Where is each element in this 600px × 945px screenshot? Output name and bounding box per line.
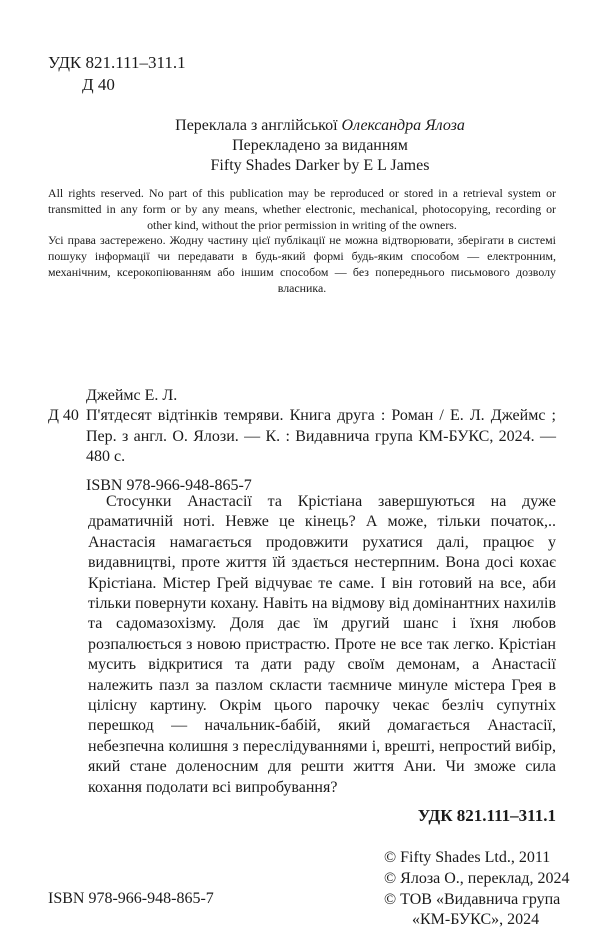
catalog-isbn: ISBN 978-966-948-865-7 <box>86 476 252 494</box>
translated-prefix: Переклала з англійської <box>175 117 338 134</box>
rights-notice <box>48 186 556 297</box>
rights-ukrainian: Усі права застережено. Жодну частину цієї публікації не можна відтворювати, зберігати в системі пошуку інформації чи передавати в будь-який формі будь-яким способом — електронним, механічним, ксерокопіюванням або іншим способом — без попереднього письмового дозволу власника. <box>48 233 556 295</box>
catalog-row <box>48 406 556 467</box>
rights-english: All rights reserved. No part of this publication may be reproduced or stored in a retrieval system or transmitted in any form or by any means, whether electronic, mechanical, photocopying, recording or other kind, without the prior permission in writing of the owners. <box>48 186 556 232</box>
copyright-original: © Fifty Shades Ltd., 2011 <box>384 849 551 866</box>
source-edition-label: Перекладено за виданням <box>232 137 408 154</box>
catalog-author: Джеймс Е. Л. <box>86 387 178 404</box>
copyright-publisher: © ТОВ «Видавнича група <box>384 890 561 908</box>
catalog-entry <box>48 386 556 496</box>
translation-credits <box>100 116 540 176</box>
translator-line <box>100 116 540 136</box>
source-edition-title: Fifty Shades Darker by E L James <box>210 157 430 174</box>
catalog-code: Д 40 <box>48 407 79 425</box>
copyright-block <box>384 848 570 931</box>
isbn-footer: ISBN 978-966-948-865-7 <box>48 890 214 907</box>
udk-header <box>48 52 186 96</box>
translator-name: Олександра Ялоза <box>341 117 465 134</box>
author-mark: Д 40 <box>82 75 115 94</box>
udk-footer: УДК 821.111–311.1 <box>417 806 556 825</box>
copyright-publisher-cont: «КМ-БУКС», 2024 <box>412 911 540 929</box>
copyright-translation: © Ялоза О., переклад, 2024 <box>384 869 570 887</box>
udk-code: УДК 821.111–311.1 <box>48 53 186 72</box>
catalog-description: П'ятдесят відтінків темряви. Книга друга : Роман / Е. Л. Джеймс ; Пер. з англ. О. Ялози. — К. : Видавнича група КМ-БУКС, 2024. — 480 с. <box>86 407 556 466</box>
annotation: Стосунки Анастасії та Крістіана завершуються на дуже драматичній ноті. Невже це кінець? А може, тільки початок,.. Анастасія намагається продовжити рухатися далі, працює у видавництві, проте життя їй здається нестерпним. Вона досі кохає Крістіана. Містер Грей відчуває те саме. І він готовий на все, аби тільки повернути кохану. Навіть на відмову від домінантних нахилів та садомазохізму. Доля дає їм другий шанс і їхня любов розпалюється з новою пристрастю. Проте не все так легко. Крістіан мусить відкритися та дати раду своїм демонам, а Анастасії належить пазл за пазлом скласти таємниче минуле містера Грея в цілісну картину. Окрім цього парочку чекає безліч супутніх перешкод — начальник-бабій, який домагається Анастасії, небезпечна колишня з переслідуваннями і, врешті, непростий вибір, який стане доленосним для решти життя Ани. Чи зможе сила кохання подолати всі випробування? <box>88 493 556 796</box>
